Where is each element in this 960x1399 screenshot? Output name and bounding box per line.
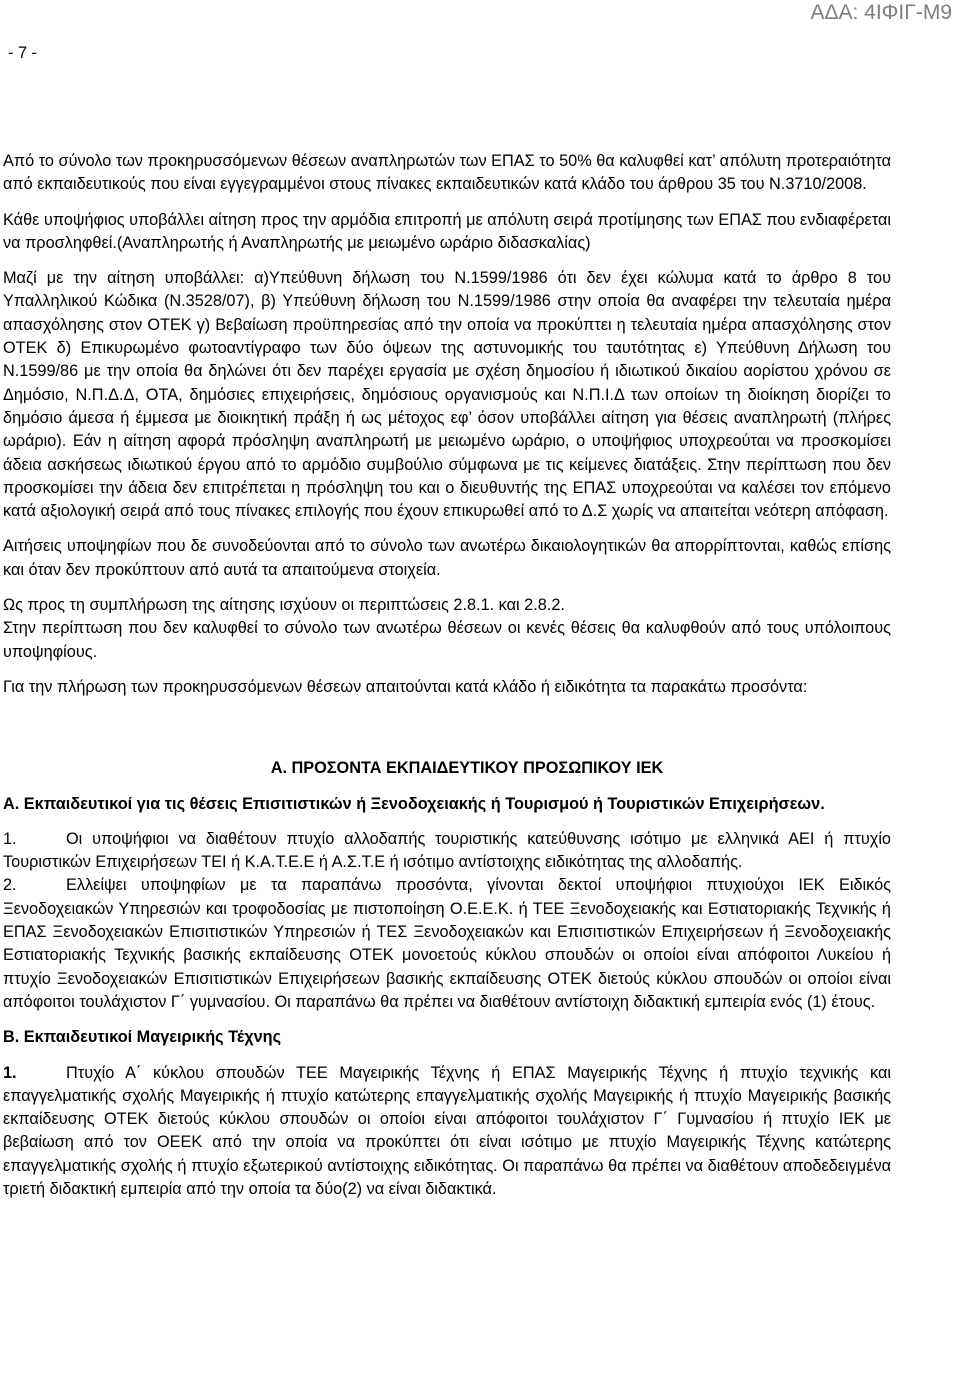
item-text: Ελλείψει υποψηφίων με τα παραπάνω προσόντα, γίνονται δεκτοί υποψήφιοι πτυχιούχοι ΙΕΚ Ειδικός Ξενοδοχειακών Υπηρεσιών και τροφοδοσίας με πιστοποίηση Ο.Ε.Ε.Κ. ή ΤΕΕ Ξενοδοχειακής και Εστιατοριακής Τεχνικής ή ΕΠΑΣ Ξενοδοχειακών Επισιτιστικών Υπηρεσιών ή ΤΕΣ Ξενοδοχειακών και Επισιτιστικών Επιχειρήσεων ή Ξενοδοχειακής Εστιατοριακής Τεχνικής βασικής εκπαίδευσης ΟΤΕΚ μονοετούς κύκλου σπουδών οι οποίοι είναι απόφοιτοι Λυκείου ή πτυχίο Ξενοδοχειακών Επισιτιστικών Επιχειρήσεων βασικής εκπαίδευσης ΟΤΕΚ διετούς κύκλου σπουδών οι οποίοι είναι απόφοιτοι τουλάχιστον Γ΄ γυμνασίου. Οι παραπάνω θα πρέπει να διαθέτουν αντίστοιχη διδακτική εμπειρία ενός (1) έτους. [3,876,891,1011]
subsection-a-item-2 [3,874,891,1014]
paragraph-application: Κάθε υποψήφιος υποβάλλει αίτηση προς την αρμόδια επιτροπή με απόλυτη σειρά προτίμησης των ΕΠΑΣ που ενδιαφέρεται να προσληφθεί.(Αναπληρωτής ή Αναπληρωτής με μειωμένο ωράριο διδασκαλίας) [3,210,891,252]
item-number: 1. [3,829,17,848]
document-body [3,150,891,1201]
ada-code: ΑΔΑ: 4ΙΦΙΓ-Μ9 [810,1,952,24]
subsection-a-heading: Α. Εκπαιδευτικοί για τις θέσεις Επισιτιστικών ή Ξενοδοχειακής ή Τουρισμού ή Τουριστικών Επιχειρήσεων. [3,794,825,813]
item-text: Οι υποψήφιοι να διαθέτουν πτυχίο αλλοδαπής τουριστικής κατεύθυνσης ισότιμο με ελληνικά ΑΕΙ ή πτυχίο Τουριστικών Επιχειρήσεων ΤΕΙ ή Κ.Α.Τ.Ε.Ε ή Α.Σ.Τ.Ε ή ισότιμο αντίστοιχης ειδικότητας της αλλοδαπής. [3,829,891,872]
item-number: 2. [3,876,17,895]
paragraph-qualifications-intro: Για την πλήρωση των προκηρυσσόμενων θέσεων απαιτούνται κατά κλάδο ή ειδικότητα τα παρακάτω προσόντα: [3,677,808,696]
subsection-b-heading: Β. Εκπαιδευτικοί Μαγειρικής Τέχνης [3,1028,282,1047]
item-text: Πτυχίο Α΄ κύκλου σπουδών ΤΕΕ Μαγειρικής Τέχνης ή ΕΠΑΣ Μαγειρικής Τέχνης ή πτυχίο τεχνικής και επαγγελματικής σχολής Μαγειρικής ή πτυχίο κατώτερης επαγγελματικής σχολής Μαγειρικής ή πτυχίο Μαγειρικής βασικής εκπαίδευσης ΟΤΕΚ διετούς κύκλου σπουδών οι οποίοι είναι απόφοιτοι τουλάχιστον Γ΄ Γυμνασίου ή πτυχίο ΙΕΚ με βεβαίωση από τον ΟΕΕΚ από την οποία να προκύπτει ότι είναι ισότιμο με πτυχίο Μαγειρικής Τέχνης κατώτερης επαγγελματικής σχολής ή πτυχίο εξωτερικού αντίστοιχης ειδικότητας. Οι παραπάνω θα πρέπει να διαθέτουν αποδεδειγμένα τριετή διδακτική εμπειρία από την οποία τα δύο(2) να είναι διδακτικά. [3,1063,891,1198]
item-number: 1. [3,1063,17,1082]
page-number: - 7 - [8,44,37,62]
paragraph-completion: Ως προς τη συμπλήρωση της αίτησης ισχύουν οι περιπτώσεις 2.8.1. και 2.8.2. [3,596,565,615]
paragraph-quota: Από το σύνολο των προκηρυσσόμενων θέσεων αναπληρωτών των ΕΠΑΣ το 50% θα καλυφθεί κατ’ απόλυτη προτεραιότητα από εκπαιδευτικούς που είναι εγγεγραμμένοι στους πίνακες εκπαιδευτικών κατά κλάδο του άρθρου 35 του Ν.3710/2008. [3,152,891,194]
paragraph-remaining: Στην περίπτωση που δεν καλυφθεί το σύνολο των ανωτέρω θέσεων οι κενές θέσεις θα καλυφθούν από τους υπόλοιπους υποψηφίους. [3,619,891,661]
paragraph-rejection: Αιτήσεις υποψηφίων που δε συνοδεύονται από το σύνολο των ανωτέρω δικαιολογητικών θα απορρίπτονται, καθώς επίσης και όταν δεν προκύπτουν από αυτά τα απαιτούμενα στοιχεία. [3,537,891,579]
section-title: Α. ΠΡΟΣΟΝΤΑ ΕΚΠΑΙΔΕΥΤΙΚΟΥ ΠΡΟΣΩΠΙΚΟΥ ΙΕΚ [270,759,664,778]
subsection-a-item-1 [3,828,891,875]
paragraph-documents: Μαζί με την αίτηση υποβάλλει: α)Υπεύθυνη δήλωση του Ν.1599/1986 ότι δεν έχει κώλυμα κατά το άρθρο 8 του Υπαλληλικού Κώδικα (Ν.3528/07), β) Υπεύθυνη δήλωση του Ν.1599/1986 στην οποία θα αναφέρει την τελευταία ημέρα απασχόλησης στον ΟΤΕΚ γ) Βεβαίωση προϋπηρεσίας από την οποία να προκύπτει η τελευταία ημέρα απασχόλησης στον ΟΤΕΚ δ) Επικυρωμένο φωτοαντίγραφο των δύο όψεων της αστυνομικής του ταυτότητας ε) Υπεύθυνη Δήλωση του Ν.1599/86 με την οποία θα δηλώνει ότι δεν παρέχει εργασία με σχέση δημοσίου ή ιδιωτικού δικαίου αορίστου χρόνου σε Δημόσιο, Ν.Π.Δ.Δ, ΟΤΑ, δημόσιες επιχειρήσεις, δημόσιους οργανισμούς και Ν.Π.Ι.Δ των οποίων τη διοίκηση διορίζει το δημόσιο άμεσα ή έμμεσα με διοικητική πράξη ή ως μέτοχος εφ’ όσον υποβάλλει αίτηση για θέσεις αναπληρωτή (πλήρες ωράριο). Εάν η αίτηση αφορά πρόσληψη αναπληρωτή με μειωμένο ωράριο, ο υποψήφιος υποχρεούται να προσκομίσει άδεια ασκήσεως ιδιωτικού έργου από το αρμόδιο συμβούλιο σύμφωνα με τις κείμενες διατάξεις. Στην περίπτωση που δεν προσκομίσει την άδεια δεν επιτρέπεται η πρόσληψη του και ο διευθυντής της ΕΠΑΣ υποχρεούται να καλέσει τον επόμενο κατά αξιολογική σειρά από τους πίνακες επιλογής που έχουν επικυρωθεί από το Δ.Σ χωρίς να απαιτείται νεότερη απόφαση. [3,269,891,521]
subsection-b-item-1 [3,1062,891,1202]
